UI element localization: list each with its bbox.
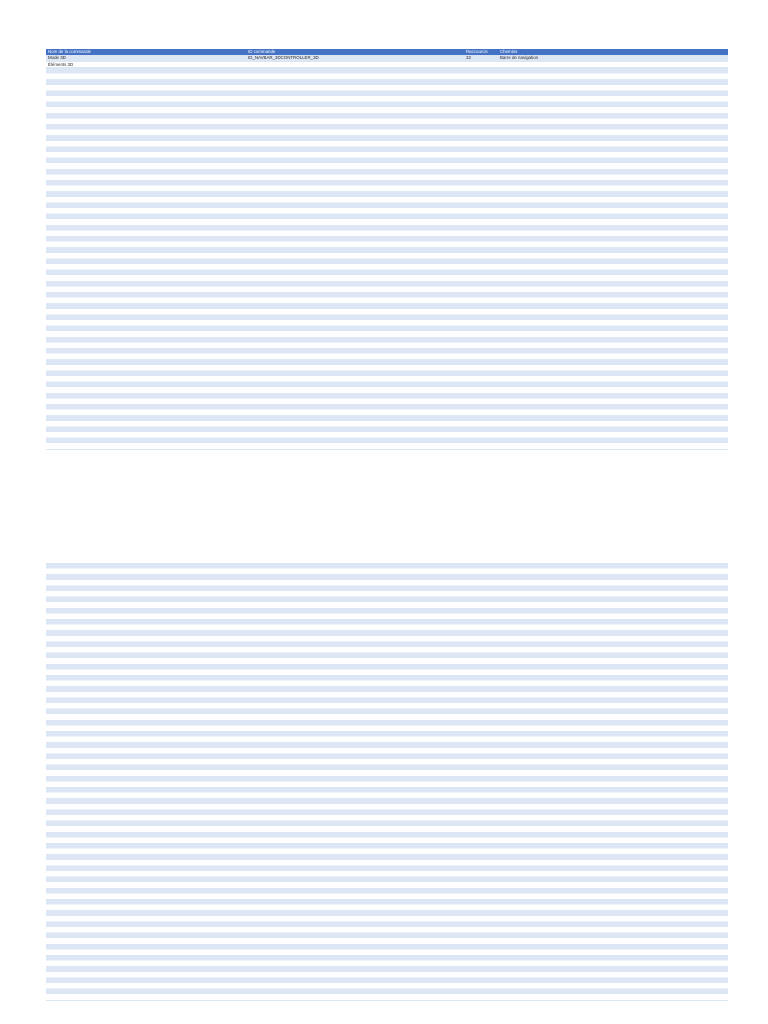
command-table-section-top xyxy=(46,49,728,450)
table-rows-region-top xyxy=(46,68,728,450)
command-table-section-bottom xyxy=(46,563,728,1001)
cell-command-id: ID_NAVBAR_3DCONTROLLER_3D xyxy=(246,55,464,61)
cell-shortcut xyxy=(464,61,498,68)
header-command-name: Nom de la commande xyxy=(46,49,246,55)
table-row xyxy=(46,61,728,68)
cell-command-id xyxy=(246,61,464,68)
header-path: Chemins xyxy=(498,49,728,55)
cell-shortcut: 32 xyxy=(464,55,498,61)
header-command-id: ID commande xyxy=(246,49,464,55)
table-rows-region-bottom xyxy=(46,563,728,1001)
cell-path xyxy=(498,61,728,68)
cell-command-name: Éléments 3D xyxy=(46,61,246,68)
cell-path: Barre de navigation xyxy=(498,55,728,61)
command-table-top xyxy=(46,49,728,68)
cell-command-name: Mode 3D xyxy=(46,55,246,61)
header-shortcut: Raccourcis xyxy=(464,49,498,55)
